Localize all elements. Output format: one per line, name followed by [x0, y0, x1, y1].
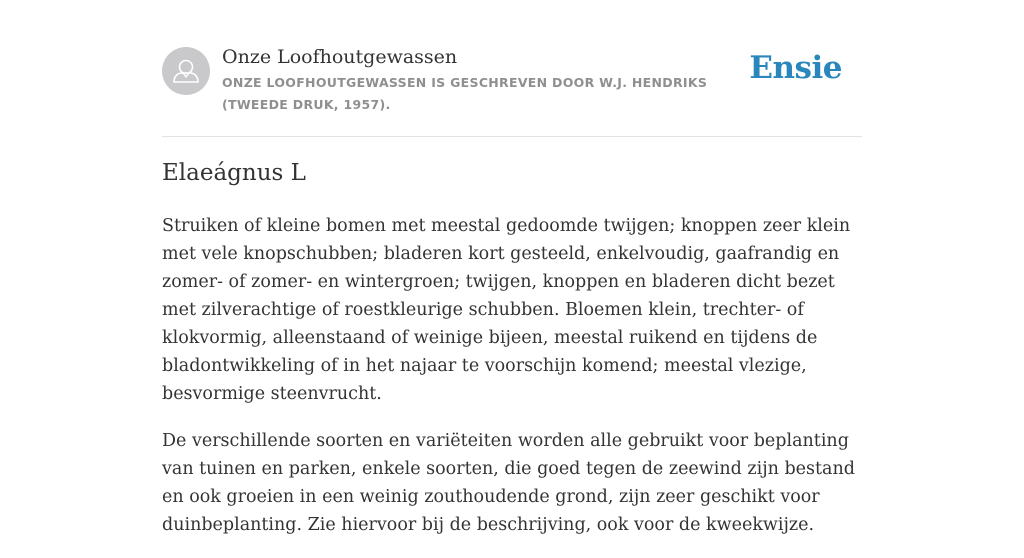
source-header — [162, 46, 862, 137]
article-body — [162, 212, 862, 558]
user-silhouette-icon — [162, 47, 210, 95]
article-paragraph: Struiken of kleine bomen met meestal gedoomde twijgen; knoppen zeer klein met vele knopschubben; bladeren kort gesteeld, enkelvoudig, gaafrandig en zomer- of zomer- en wintergroen; twijgen, knoppen en bladeren dicht bezet met zilverachtige of roestkleurige schubben. Bloemen klein, trechter- of klokvormig, alleenstaand of weinige bijeen, meestal ruikend en tijdens de bladontwikkeling of in het najaar te voorschijn komend; meestal vlezige, besvormige steenvrucht. — [162, 216, 851, 404]
article-paragraph: De verschillende soorten en variëteiten worden alle gebruikt voor beplanting van tuinen en parken, enkele soorten, die goed tegen de zeewind zijn bestand en ook groeien in een weinig zouthoudende grond, zijn zeer geschikt voor duinbeplanting. Zie hiervoor bij de beschrijving, ook voor de kweekwijze. — [162, 431, 855, 535]
ensie-logo[interactable]: Ensie — [749, 50, 842, 86]
source-title[interactable]: Onze Loofhoutgewassen — [222, 46, 458, 68]
source-description: ONZE LOOFHOUTGEWASSEN IS GESCHREVEN DOOR W.J. HENDRIKS (TWEEDE DRUK, 1957). — [222, 75, 708, 112]
article-title: Elaeágnus L — [162, 160, 306, 186]
